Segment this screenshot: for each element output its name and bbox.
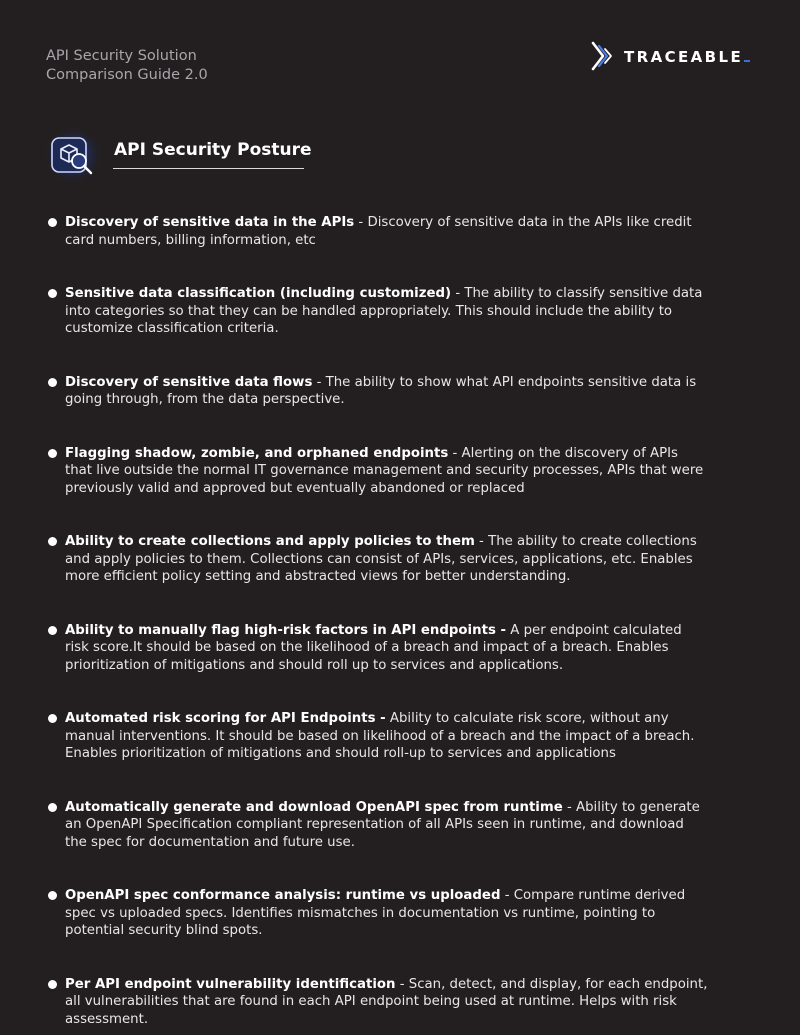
item-description: The ability to create collections and apply policies to them. Collections can consist of APIs, services, applications, etc. Enables more efficient policy setting and abstracted views for better understanding. — [65, 534, 697, 584]
item-description: Discovery of sensitive data in the APIs like credit card numbers, billing information, etc — [65, 215, 692, 248]
item-term: Ability to manually flag high-risk factors in API endpoints - — [65, 622, 507, 638]
item-term: Sensitive data classification (including customized) — [65, 286, 452, 301]
item-description: A per endpoint calculated risk score.It should be based on the likelihood of a breach and impact of a breach. Enables prioritization of mitigations and should roll up to services and applications. — [65, 622, 682, 673]
document-title-line-1: API Security Solution — [46, 48, 197, 64]
bullet-icon — [48, 803, 57, 812]
item-separator: - — [312, 374, 326, 390]
list-item — [48, 445, 708, 498]
list-item — [48, 533, 708, 586]
feature-list — [48, 214, 708, 1028]
item-description: The ability to classify sensitive data into categories so that they can be handled appropriately. This should include the ability to customize classification criteria. — [65, 286, 703, 336]
item-separator: - — [395, 976, 409, 992]
logo-accent-dot — [744, 60, 750, 62]
bullet-icon — [48, 714, 57, 723]
item-term: Flagging shadow, zombie, and orphaned endpoints — [65, 445, 449, 461]
item-separator: - — [448, 445, 462, 461]
cube-magnifier-icon — [42, 124, 104, 186]
item-description: Compare runtime derived spec vs uploaded specs. Identifies mismatches in documentation vs runtime, pointing to potential security blind spots. — [65, 888, 686, 938]
logo-wordmark: TRACEABLE — [624, 47, 744, 66]
item-separator: - — [354, 215, 368, 230]
item-term: OpenAPI spec conformance analysis: runtime vs uploaded — [65, 888, 501, 903]
section-title-underline — [113, 168, 304, 169]
list-item — [48, 887, 708, 940]
bullet-icon — [48, 289, 57, 298]
item-term: Ability to create collections and apply policies to them — [65, 534, 475, 549]
list-item — [48, 799, 708, 852]
item-term: Automatically generate and download OpenAPI spec from runtime — [65, 799, 563, 815]
bullet-icon — [48, 378, 57, 387]
list-item — [48, 214, 708, 249]
bullet-icon — [48, 626, 57, 635]
item-description: Ability to generate an OpenAPI Specification compliant representation of all APIs seen in runtime, and download the spec for documentation and future use. — [65, 799, 700, 850]
bullet-icon — [48, 980, 57, 989]
section-title: API Security Posture — [114, 140, 312, 160]
item-description: Scan, detect, and display, for each endpoint, all vulnerabilities that are found in each API endpoint being used at runtime. Helps with risk assessment. — [65, 976, 708, 1027]
item-term: Per API endpoint vulnerability identification — [65, 976, 396, 992]
list-item — [48, 374, 708, 409]
item-separator: - — [451, 286, 465, 301]
list-item — [48, 622, 708, 675]
traceable-logo — [590, 40, 750, 72]
item-term: Automated risk scoring for API Endpoints - — [65, 711, 386, 726]
bullet-icon — [48, 449, 57, 458]
bullet-icon — [48, 891, 57, 900]
item-separator: - — [474, 534, 489, 549]
item-separator: - — [562, 799, 577, 815]
list-item — [48, 285, 708, 338]
item-description: The ability to show what API endpoints sensitive data is going through, from the data perspective. — [65, 374, 697, 407]
traceable-logo-icon — [590, 40, 616, 72]
list-item — [48, 976, 708, 1029]
document-title — [46, 47, 208, 85]
document-title-line-2: Comparison Guide 2.0 — [46, 67, 208, 83]
item-term: Discovery of sensitive data in the APIs — [65, 215, 355, 230]
bullet-icon — [48, 537, 57, 546]
item-term: Discovery of sensitive data flows — [65, 374, 313, 390]
list-item — [48, 710, 708, 763]
item-description: Ability to calculate risk score, without any manual interventions. It should be based on likelihood of a breach and the impact of a breach. Enables prioritization of mitigations and should roll-up to services and applications — [65, 711, 695, 761]
item-description: Alerting on the discovery of APIs that live outside the normal IT governance management and security processes, APIs that were previously valid and approved but eventually abandoned or replaced — [65, 445, 704, 496]
bullet-icon — [48, 218, 57, 227]
item-separator: - — [500, 888, 514, 903]
